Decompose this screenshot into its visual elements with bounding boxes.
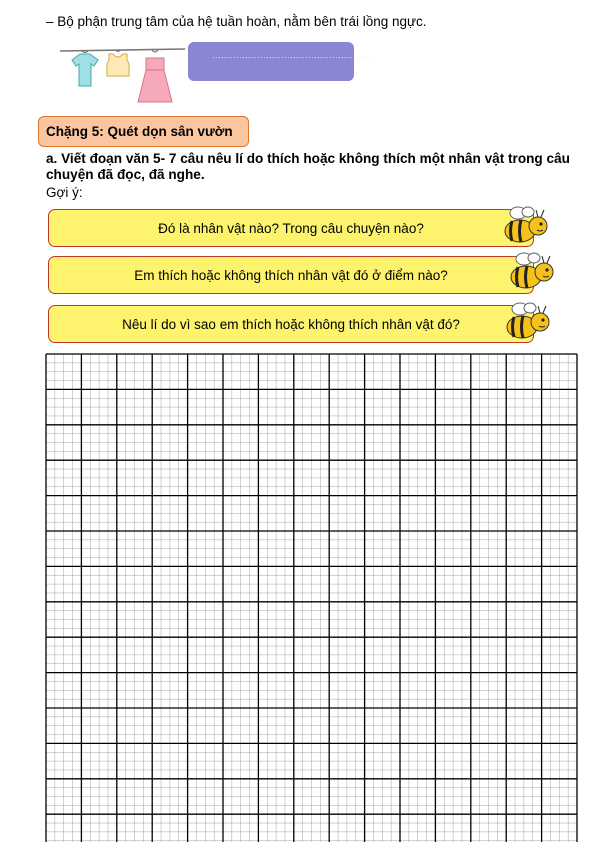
- writing-grid[interactable]: [46, 354, 577, 842]
- task-instruction: a. Viết đoạn văn 5- 7 câu nêu lí do thích hoặc không thích một nhân vật trong câu chuyện đã đọc, đã nghe.: [46, 151, 570, 182]
- prompt-box-2: Em thích hoặc không thích nhân vật đó ở điểm nào?: [48, 256, 534, 294]
- answer-dotted-line: ......................................................: [212, 50, 375, 60]
- prompt-box-3: Nêu lí do vì sao em thích hoặc không thích nhân vật đó?: [48, 305, 534, 343]
- bee-icon: [506, 250, 556, 292]
- hint-label: Gợi ý:: [46, 185, 83, 200]
- bee-icon: [502, 300, 552, 342]
- intro-text: – Bộ phận trung tâm của hệ tuần hoàn, nằm bên trái lồng ngực.: [46, 14, 427, 29]
- clothesline-icon: [60, 46, 185, 108]
- bee-icon: [500, 204, 550, 246]
- prompt-box-1: Đó là nhân vật nào? Trong câu chuyện nào?: [48, 209, 534, 247]
- stage-title: Chặng 5: Quét dọn sân vườn: [46, 124, 233, 139]
